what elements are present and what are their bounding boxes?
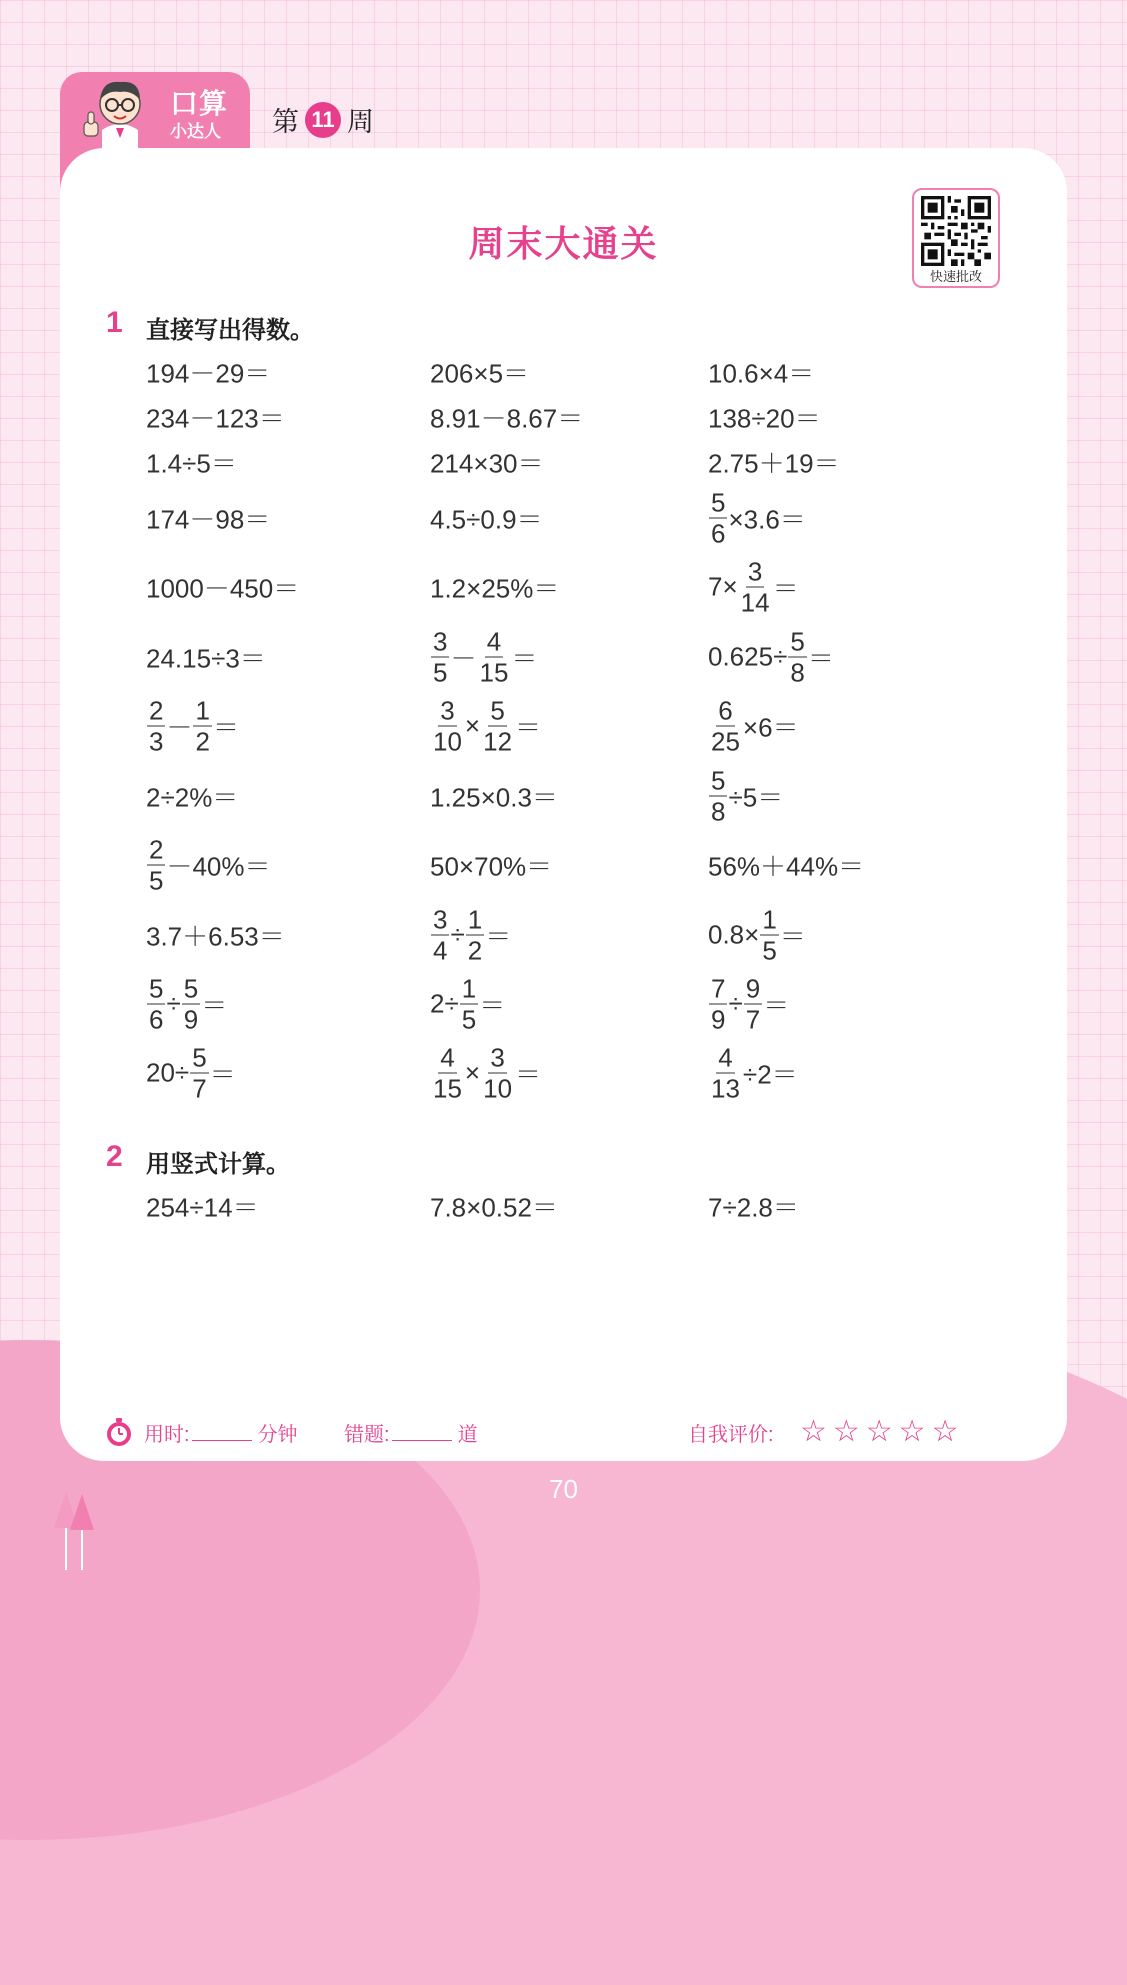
fraction-numerator: 3 bbox=[747, 556, 763, 587]
expr-text: × bbox=[464, 710, 481, 741]
expr-text: × bbox=[464, 1057, 481, 1088]
fraction bbox=[477, 626, 510, 688]
exercise-9-1 bbox=[146, 834, 271, 896]
fraction bbox=[709, 973, 727, 1035]
qr-code-icon bbox=[921, 196, 991, 266]
expr-text: 174－98＝ bbox=[146, 504, 271, 535]
fraction-numerator: 1 bbox=[762, 904, 777, 935]
expr-text: ＝ bbox=[479, 990, 506, 1021]
exercise-9-2 bbox=[430, 847, 552, 884]
fraction bbox=[709, 487, 727, 549]
expr-text: 8.91－8.67＝ bbox=[430, 403, 584, 434]
fraction-denominator: 13 bbox=[711, 1073, 740, 1104]
fraction-denominator: 14 bbox=[740, 587, 770, 618]
exercise-8-1 bbox=[146, 778, 238, 815]
expr-text: 194－29＝ bbox=[146, 358, 271, 389]
fraction-denominator: 7 bbox=[192, 1073, 207, 1104]
fraction-numerator: 5 bbox=[149, 973, 164, 1004]
expr-text: 234－123＝ bbox=[146, 403, 285, 434]
fraction-numerator: 9 bbox=[745, 973, 761, 1004]
exercise-5-1 bbox=[146, 569, 299, 606]
fraction bbox=[739, 556, 772, 618]
fraction-denominator: 5 bbox=[149, 865, 164, 896]
errors-label: 错题: bbox=[344, 1424, 390, 1446]
fraction bbox=[709, 695, 742, 757]
exercise-7-1 bbox=[146, 695, 239, 757]
fraction bbox=[147, 834, 165, 896]
expr-text: ＝ bbox=[201, 990, 228, 1021]
exercise-12-2 bbox=[430, 1042, 542, 1104]
exercise-7-3 bbox=[708, 695, 799, 757]
time-label: 用时: bbox=[144, 1424, 190, 1446]
expr-text: － bbox=[166, 712, 193, 743]
page-number: 70 bbox=[549, 1474, 578, 1504]
fraction-numerator: 5 bbox=[711, 487, 726, 518]
exercise-4-3 bbox=[708, 487, 806, 549]
exercise-8-3 bbox=[708, 765, 784, 827]
fraction-numerator: 3 bbox=[433, 626, 448, 657]
exercise-2-2 bbox=[430, 399, 583, 436]
exercise-3-2 bbox=[430, 444, 543, 481]
vertical-calc-1: 254÷14＝ bbox=[146, 1192, 259, 1223]
expr-text: ÷ bbox=[166, 988, 181, 1019]
fraction-denominator: 6 bbox=[149, 1004, 164, 1035]
expr-text: 1.2×25%＝ bbox=[430, 573, 560, 604]
mascot-icon bbox=[80, 72, 160, 150]
fraction bbox=[744, 973, 762, 1035]
fraction-numerator: 5 bbox=[192, 1042, 207, 1073]
qr-code-box[interactable] bbox=[912, 188, 1000, 288]
expr-text: 138÷20＝ bbox=[708, 403, 821, 434]
qr-label: 快速批改 bbox=[929, 269, 982, 284]
exercise-4-1 bbox=[146, 500, 270, 537]
expr-text: － bbox=[450, 643, 477, 674]
fraction bbox=[431, 1042, 464, 1104]
page-title: 周末大通关 bbox=[468, 223, 659, 264]
fraction bbox=[460, 973, 478, 1035]
exercise-1-1 bbox=[146, 354, 270, 391]
exercise-6-2 bbox=[430, 626, 538, 688]
expr-text: ×3.6＝ bbox=[728, 504, 806, 535]
week-indicator bbox=[272, 100, 374, 139]
expr-text: ÷ bbox=[728, 988, 743, 1019]
expr-text: ＝ bbox=[763, 990, 790, 1021]
expr-text: 1.4÷5＝ bbox=[146, 448, 237, 479]
expr-text: 24.15÷3＝ bbox=[146, 643, 266, 674]
fraction bbox=[760, 904, 778, 966]
fraction-denominator: 3 bbox=[149, 726, 164, 757]
fraction bbox=[709, 765, 727, 827]
fraction-denominator: 5 bbox=[762, 935, 777, 966]
fraction-denominator: 2 bbox=[195, 726, 210, 757]
expr-text: 214×30＝ bbox=[430, 448, 544, 479]
fraction-denominator: 12 bbox=[483, 726, 513, 757]
week-number-badge: 11 bbox=[305, 102, 341, 138]
exercise-5-3 bbox=[708, 556, 799, 618]
fraction bbox=[147, 695, 165, 757]
fraction-denominator: 25 bbox=[711, 726, 740, 757]
fraction-denominator: 9 bbox=[711, 1004, 726, 1035]
expr-text: 0.625÷ bbox=[708, 641, 788, 672]
fraction bbox=[431, 626, 449, 688]
section-1-number: 1 bbox=[106, 306, 123, 339]
fraction-denominator: 15 bbox=[479, 657, 509, 688]
section-1-title: 直接写出得数。 bbox=[146, 317, 314, 344]
fraction-denominator: 10 bbox=[483, 1073, 513, 1104]
time-unit: 分钟 bbox=[257, 1424, 298, 1446]
expr-text: ＝ bbox=[515, 1059, 542, 1090]
section-2-title: 用竖式计算。 bbox=[146, 1151, 290, 1178]
exercise-2-3 bbox=[708, 399, 821, 436]
expr-text: ＝ bbox=[772, 573, 799, 604]
exercise-6-1 bbox=[146, 639, 266, 676]
exercise-4-2 bbox=[430, 500, 543, 537]
expr-text: ÷2＝ bbox=[742, 1059, 798, 1090]
expr-text: ＝ bbox=[807, 643, 834, 674]
week-suffix: 周 bbox=[347, 107, 374, 137]
expr-text: ＝ bbox=[209, 1059, 236, 1090]
fraction-numerator: 1 bbox=[195, 695, 210, 726]
fraction-denominator: 9 bbox=[183, 1004, 199, 1035]
expr-text: －40%＝ bbox=[166, 851, 271, 882]
fraction bbox=[788, 626, 806, 688]
expr-text: ＝ bbox=[212, 712, 239, 743]
fraction-numerator: 7 bbox=[711, 973, 726, 1004]
self-rating-stars[interactable]: ☆☆☆☆☆ bbox=[800, 1415, 965, 1448]
expr-text: 0.8× bbox=[708, 919, 760, 950]
fraction-denominator: 8 bbox=[790, 657, 805, 688]
exercise-1-3 bbox=[708, 354, 814, 391]
fraction-numerator: 6 bbox=[718, 695, 733, 726]
expr-text: ×6＝ bbox=[742, 712, 799, 743]
stopwatch-icon bbox=[104, 1416, 134, 1448]
fraction bbox=[147, 973, 165, 1035]
expr-text: 1000－450＝ bbox=[146, 573, 300, 604]
fraction bbox=[431, 695, 464, 757]
fraction-numerator: 1 bbox=[467, 904, 483, 935]
fraction-denominator: 2 bbox=[467, 935, 483, 966]
expr-text: 50×70%＝ bbox=[430, 851, 553, 882]
fraction-denominator: 4 bbox=[433, 935, 448, 966]
fraction bbox=[709, 1042, 742, 1104]
errors-blank[interactable] bbox=[392, 1440, 452, 1441]
exercise-10-3 bbox=[708, 904, 806, 966]
expr-text: 3.7＋6.53＝ bbox=[146, 921, 285, 952]
expr-text: 4.5÷0.9＝ bbox=[430, 504, 543, 535]
expr-text: ＝ bbox=[511, 643, 538, 674]
fraction bbox=[182, 973, 200, 1035]
exercise-12-1 bbox=[146, 1042, 236, 1104]
vertical-calc-3: 7÷2.8＝ bbox=[708, 1192, 799, 1223]
exercise-12-3 bbox=[708, 1042, 798, 1104]
vertical-calc-2: 7.8×0.52＝ bbox=[430, 1192, 558, 1223]
fraction-denominator: 7 bbox=[745, 1004, 761, 1035]
fraction-denominator: 8 bbox=[711, 796, 726, 827]
time-used-field bbox=[144, 1418, 298, 1447]
exercise-7-2 bbox=[430, 695, 542, 757]
exercise-3-3 bbox=[708, 444, 840, 481]
fraction-numerator: 5 bbox=[790, 626, 805, 657]
fraction-denominator: 5 bbox=[433, 657, 448, 688]
expr-text: 206×5＝ bbox=[430, 358, 530, 389]
exercise-8-2 bbox=[430, 778, 558, 815]
fraction bbox=[190, 1042, 208, 1104]
tree-decoration-icon bbox=[52, 1492, 102, 1570]
expr-text: 2÷ bbox=[430, 988, 459, 1019]
fraction bbox=[431, 904, 449, 966]
expr-text: ＝ bbox=[779, 921, 806, 952]
errors-unit: 道 bbox=[457, 1424, 478, 1446]
expr-text: 10.6×4＝ bbox=[708, 358, 815, 389]
exercise-6-3 bbox=[708, 626, 834, 688]
fraction-numerator: 3 bbox=[490, 1042, 505, 1073]
fraction bbox=[193, 695, 211, 757]
week-prefix: 第 bbox=[272, 107, 299, 137]
fraction-denominator: 10 bbox=[433, 726, 462, 757]
expr-text: 2÷2%＝ bbox=[146, 782, 239, 813]
fraction-numerator: 4 bbox=[718, 1042, 733, 1073]
fraction bbox=[481, 1042, 514, 1104]
expr-text: 20÷ bbox=[146, 1057, 190, 1088]
fraction-numerator: 4 bbox=[486, 626, 502, 657]
fraction-numerator: 5 bbox=[711, 765, 726, 796]
fraction-denominator: 6 bbox=[711, 518, 726, 549]
exercise-9-3 bbox=[708, 847, 864, 884]
errors-field bbox=[344, 1418, 478, 1447]
exercise-5-2 bbox=[430, 569, 559, 606]
fraction-denominator: 5 bbox=[461, 1004, 477, 1035]
exercise-2-1 bbox=[146, 399, 285, 436]
section-2-number: 2 bbox=[106, 1140, 123, 1173]
fraction-numerator: 1 bbox=[461, 973, 477, 1004]
fraction-numerator: 3 bbox=[440, 695, 455, 726]
exercise-11-1 bbox=[146, 973, 228, 1035]
expr-text: ÷ bbox=[450, 919, 465, 950]
expr-text: ÷5＝ bbox=[728, 782, 784, 813]
expr-text: ＝ bbox=[515, 712, 542, 743]
fraction-numerator: 2 bbox=[149, 695, 164, 726]
exercise-10-1 bbox=[146, 917, 285, 954]
expr-text: 7× bbox=[708, 571, 738, 602]
fraction bbox=[481, 695, 514, 757]
rating-label: 自我评价: bbox=[688, 1424, 774, 1446]
time-blank[interactable] bbox=[192, 1440, 252, 1441]
fraction-numerator: 3 bbox=[433, 904, 448, 935]
fraction-numerator: 2 bbox=[149, 834, 164, 865]
fraction-numerator: 4 bbox=[440, 1042, 455, 1073]
expr-text: ＝ bbox=[485, 921, 512, 952]
expr-text: 2.75＋19＝ bbox=[708, 448, 840, 479]
brand-title: 口算 bbox=[170, 88, 229, 119]
fraction-denominator: 15 bbox=[433, 1073, 462, 1104]
fraction-numerator: 5 bbox=[183, 973, 199, 1004]
fraction-numerator: 5 bbox=[490, 695, 505, 726]
brand-subtitle: 小达人 bbox=[170, 122, 221, 141]
expr-text: 56%＋44%＝ bbox=[708, 851, 865, 882]
expr-text: 1.25×0.3＝ bbox=[430, 782, 558, 813]
exercise-11-3 bbox=[708, 973, 790, 1035]
exercise-3-1 bbox=[146, 444, 237, 481]
exercise-1-2 bbox=[430, 354, 529, 391]
exercise-10-2 bbox=[430, 904, 512, 966]
fraction bbox=[466, 904, 484, 966]
exercise-11-2 bbox=[430, 973, 506, 1035]
